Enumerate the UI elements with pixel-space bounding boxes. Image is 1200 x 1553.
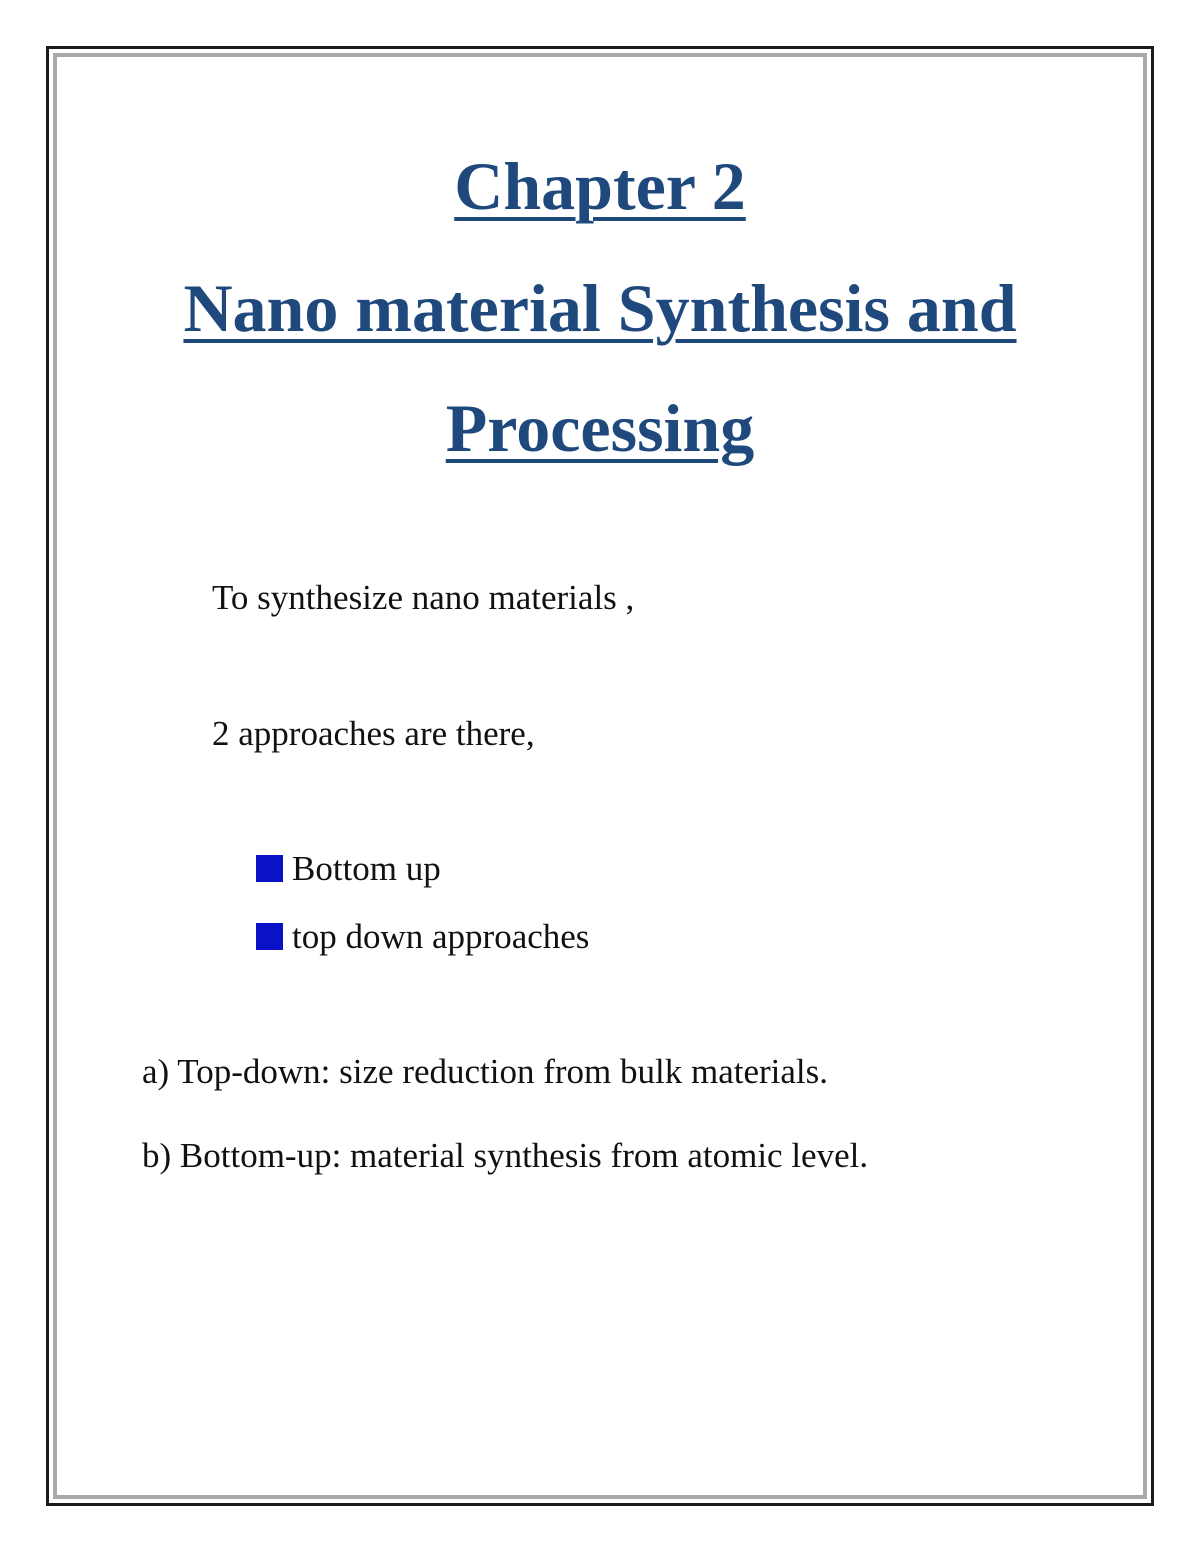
definition-top-down: a) Top-down: size reduction from bulk materials. [142,1052,829,1091]
title-line-2: Nano material Synthesis and [183,270,1017,346]
list-item-bottom-up [256,850,441,886]
square-bullet-icon [256,855,283,882]
square-bullet-icon [256,923,283,950]
definition-bottom-up: b) Bottom-up: material synthesis from atomic level. [142,1136,869,1175]
bullet-label: top down approaches [292,916,590,956]
title-line-3: Processing [445,390,755,466]
chapter-subtitle-line-1 [0,270,1200,346]
intro-line-1: To synthesize nano materials , [212,578,635,617]
chapter-title [0,148,1200,224]
bullet-label: Bottom up [292,848,441,888]
page-border [46,46,1154,1506]
list-item-top-down [256,918,589,954]
intro-line-2: 2 approaches are there, [212,714,535,753]
chapter-subtitle-line-2 [0,390,1200,466]
title-line-1: Chapter 2 [454,148,746,224]
